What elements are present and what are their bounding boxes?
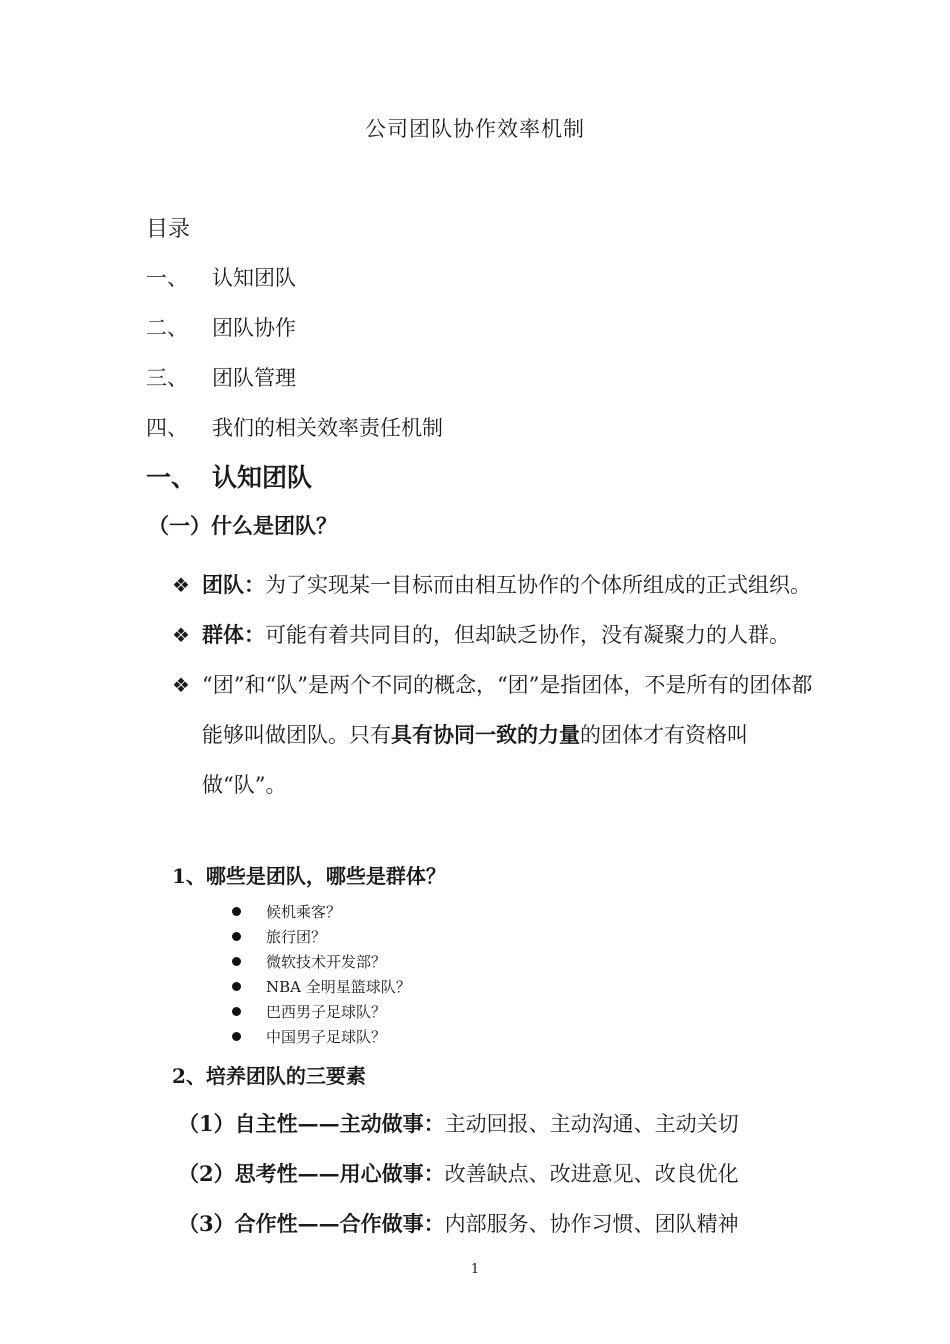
element-label: （1）自主性——主动做事： <box>178 1111 445 1136</box>
element-text: 改善缺点、改进意见、改良优化 <box>444 1162 739 1186</box>
diamond-bullet-icon: ❖ <box>172 673 190 697</box>
list-item <box>172 560 822 610</box>
list-item-text: 候机乘客？ <box>266 903 342 921</box>
list-item <box>230 924 411 949</box>
list-item <box>230 949 411 974</box>
elements-list <box>178 1108 739 1258</box>
list-item-text: 中国男子足球队？ <box>266 1028 387 1046</box>
element-text: 主动回报、主动沟通、主动关切 <box>444 1112 739 1136</box>
paragraph-text: “团”和“队”是两个不同的概念，“团”是指团体，不是所有的团体都能够叫做团队。只有 <box>202 673 813 747</box>
list-item <box>178 1208 739 1258</box>
question-heading: 1、哪些是团队，哪些是群体？ <box>172 864 446 888</box>
definition-term: 群体： <box>202 622 265 647</box>
paragraph-text: 的团体才有资格叫做“队”。 <box>202 723 748 797</box>
list-item-text: NBA 全明星篮球队？ <box>266 978 411 996</box>
list-item <box>178 1158 739 1208</box>
toc-item-number: 三、 <box>146 366 188 390</box>
list-item-text: 微软技术开发部？ <box>266 953 387 971</box>
toc-item <box>146 412 443 462</box>
subsection-heading: （一）什么是团队？ <box>148 513 337 538</box>
element-label: （2）思考性——用心做事： <box>178 1161 445 1186</box>
bullet-dot-icon <box>232 932 241 941</box>
element-label: （3）合作性——合作做事： <box>178 1211 445 1236</box>
definition-term: 团队： <box>202 572 265 597</box>
section-title: 认知团队 <box>212 463 313 492</box>
definition-text: 为了实现某一目标而由相互协作的个体所组成的正式组织。 <box>265 573 811 597</box>
bullet-dot-icon <box>232 982 241 991</box>
definition-list <box>172 560 822 810</box>
toc-item <box>146 262 443 312</box>
element-text: 内部服务、协作习惯、团队精神 <box>444 1212 739 1236</box>
toc-item <box>146 362 443 412</box>
section-number: 一、 <box>146 463 197 492</box>
toc-item-number: 二、 <box>146 316 188 340</box>
list-item <box>230 974 411 999</box>
toc-item <box>146 312 443 362</box>
toc-item-label: 我们的相关效率责任机制 <box>212 416 443 440</box>
table-of-contents <box>146 262 443 462</box>
toc-item-label: 团队协作 <box>212 316 296 340</box>
bullet-dot-icon <box>232 1032 241 1041</box>
question-heading: 2、培养团队的三要素 <box>172 1064 366 1088</box>
list-item <box>230 899 411 924</box>
list-item-text: 巴西男子足球队？ <box>266 1003 387 1021</box>
emphasis-text: 具有协同一致的力量 <box>391 722 580 747</box>
list-item-text: 旅行团？ <box>266 928 327 946</box>
bullet-dot-icon <box>232 1007 241 1016</box>
list-item <box>230 999 411 1024</box>
toc-item-number: 一、 <box>146 266 188 290</box>
diamond-bullet-icon: ❖ <box>172 573 190 597</box>
bullet-dot-icon <box>232 907 241 916</box>
list-item <box>230 1024 411 1049</box>
toc-item-label: 团队管理 <box>212 366 296 390</box>
section-heading <box>146 458 312 494</box>
list-item <box>172 660 822 810</box>
document-title: 公司团队协作效率机制 <box>365 117 585 141</box>
toc-item-label: 认知团队 <box>212 266 296 290</box>
diamond-bullet-icon: ❖ <box>172 623 190 647</box>
definition-text: 可能有着共同目的，但却缺乏协作，没有凝聚力的人群。 <box>265 623 790 647</box>
toc-heading: 目录 <box>146 217 191 242</box>
toc-item-number: 四、 <box>146 416 188 440</box>
page-number: 1 <box>470 1262 480 1277</box>
list-item <box>178 1108 739 1158</box>
list-item <box>172 610 822 660</box>
bullet-dot-icon <box>232 957 241 966</box>
example-list <box>230 899 411 1049</box>
